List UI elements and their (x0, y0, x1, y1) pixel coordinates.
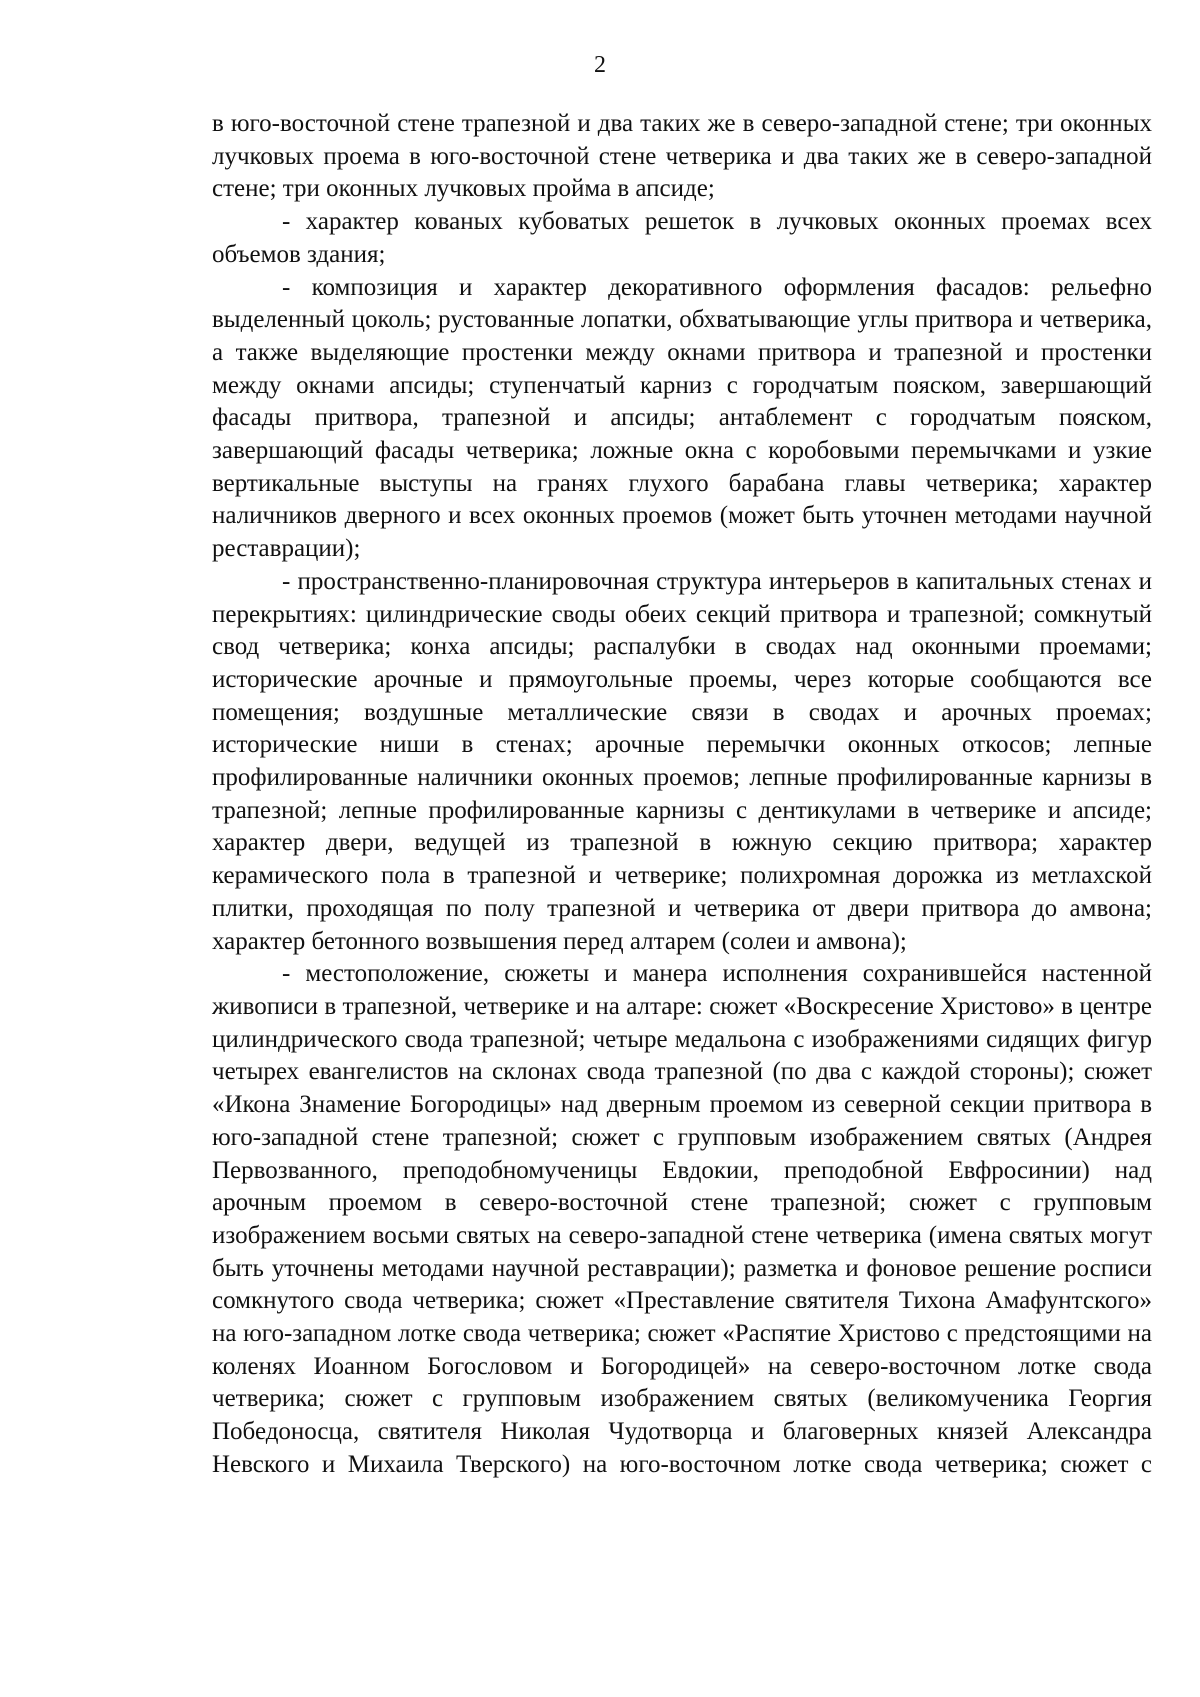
document-body (212, 108, 1152, 1482)
paragraph-window-grilles: - характер кованых кубоватых решеток в лучковых оконных проемах всех объемов здания; (212, 208, 1152, 268)
paragraph-facade-decoration: - композиция и характер декоративного оформления фасадов: рельефно выделенный цоколь; рустованные лопатки, обхватывающие углы притвора и четверика, а также выделяющие простенки между окнами притвора и трапезной и простенки между окнами апсиды; ступенчатый карниз с городчатым пояском, завершающий фасады притвора, трапезной и апсиды; антаблемент с городчатым пояском, завершающий фасады четверика; ложные окна с коробовыми перемычками и узкие вертикальные выступы на гранях глухого барабана главы четверика; характер наличников дверного и всех оконных проемов (может быть уточнен методами научной реставрации); (212, 273, 1152, 563)
paragraph-interior-structure: - пространственно-планировочная структура интерьеров в капитальных стенах и перекрытиях: цилиндрические своды обеих секций притвора и трапезной; сомкнутый свод четверика; конха апсиды; распалубки в сводах над оконными проемами; исторические арочные и прямоугольные проемы, через которые сообщаются все помещения; воздушные металлические связи в сводах и арочных проемах; исторические ниши в стенах; арочные перемычки оконных откосов; лепные профилированные наличники оконных проемов; лепные профилированные карнизы в трапезной; лепные профилированные карнизы с дентикулами в четверике и апсиде; характер двери, ведущей из трапезной в южную секцию притвора; характер керамического пола в трапезной и четверике; полихромная дорожка из метлахской плитки, проходящая по полу трапезной и четверика от двери притвора до амвона; характер бетонного возвышения перед алтарем (солеи и амвона); (212, 567, 1152, 955)
paragraph-continued: в юго-восточной стене трапезной и два таких же в северо-западной стене; три оконных лучковых проема в юго-восточной стене четверика и два таких же в северо-западной стене; три оконных лучковых пройма в апсиде; (212, 110, 1152, 203)
page-number: 2 (594, 52, 606, 78)
paragraph-wall-painting: - местоположение, сюжеты и манера исполнения сохранившейся настенной живописи в трапезной, четверике и на алтаре: сюжет «Воскресение Христово» в центре цилиндрического свода трапезной; четыре медальона с изображениями сидящих фигур четырех евангелистов на склонах свода трапезной (по два с каждой стороны); сюжет «Икона Знамение Богородицы» над дверным проемом из северной секции притвора в юго-западной стене трапезной; сюжет с групповым изображением святых (Андрея Первозванного, преподобномученицы Евдокии, преподобной Евфросинии) над арочным проемом в северо-восточной стене трапезной; сюжет с групповым изображением восьми святых на северо-западной стене четверика (имена святых могут быть уточнены методами научной реставрации); разметка и фоновое решение росписи сомкнутого свода четверика; сюжет «Преставление святителя Тихона Амафунтского» на юго-западном лотке свода четверика; сюжет «Распятие Христово с предстоящими на коленях Иоанном Богословом и Богородицей» на северо-восточном лотке свода четверика; сюжет с групповым изображением святых (великомученика Георгия Победоносца, святителя Николая Чудотворца и благоверных князей Александра Невского и Михаила Тверского) на юго-восточном лотке свода четверика; сюжет с (212, 960, 1152, 1478)
